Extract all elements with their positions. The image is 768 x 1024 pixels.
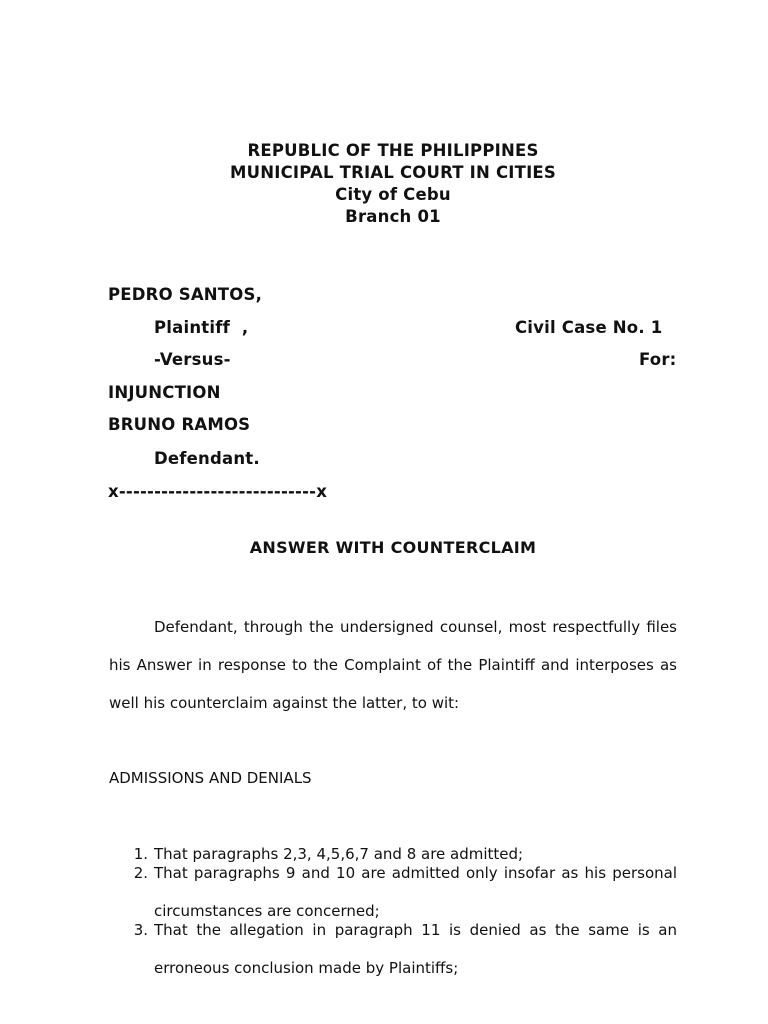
- section-heading: ADMISSIONS AND DENIALS: [109, 769, 312, 787]
- for-label: For:: [639, 350, 677, 369]
- list-item-text: That paragraphs 9 and 10 are admitted only insofar as his personal: [154, 864, 677, 882]
- header-republic: REPUBLIC OF THE PHILIPPINES: [247, 141, 539, 160]
- caption-separator: x----------------------------x: [108, 482, 328, 501]
- document-title: ANSWER WITH COUNTERCLAIM: [249, 538, 537, 557]
- header-court: MUNICIPAL TRIAL COURT IN CITIES: [230, 163, 556, 182]
- plaintiff-label: Plaintiff ,: [154, 318, 249, 337]
- versus-label: -Versus-: [154, 350, 231, 369]
- defendant-label: Defendant.: [154, 449, 260, 468]
- list-item-number: 2.: [133, 864, 148, 882]
- header-branch: Branch 01: [345, 207, 441, 226]
- case-number: Civil Case No. 1: [515, 318, 663, 337]
- case-nature: INJUNCTION: [108, 383, 221, 402]
- header-city: City of Cebu: [335, 185, 451, 204]
- list-item-text-continued: circumstances are concerned;: [154, 902, 380, 920]
- list-item-number: 1.: [133, 845, 148, 863]
- intro-line-2: his Answer in response to the Complaint of the Plaintiff and interposes as: [109, 656, 677, 674]
- list-item-number: 3.: [133, 921, 148, 939]
- list-item-text: That paragraphs 2,3, 4,5,6,7 and 8 are admitted;: [154, 845, 524, 863]
- list-item-text-continued: erroneous conclusion made by Plaintiffs;: [154, 959, 459, 977]
- plaintiff-name: PEDRO SANTOS,: [108, 285, 263, 304]
- intro-line-3: well his counterclaim against the latter, to wit:: [109, 694, 460, 712]
- intro-line-1: Defendant, through the undersigned counsel, most respectfully files: [154, 618, 677, 636]
- list-item-text: That the allegation in paragraph 11 is denied as the same is an: [154, 921, 677, 939]
- defendant-name: BRUNO RAMOS: [108, 415, 251, 434]
